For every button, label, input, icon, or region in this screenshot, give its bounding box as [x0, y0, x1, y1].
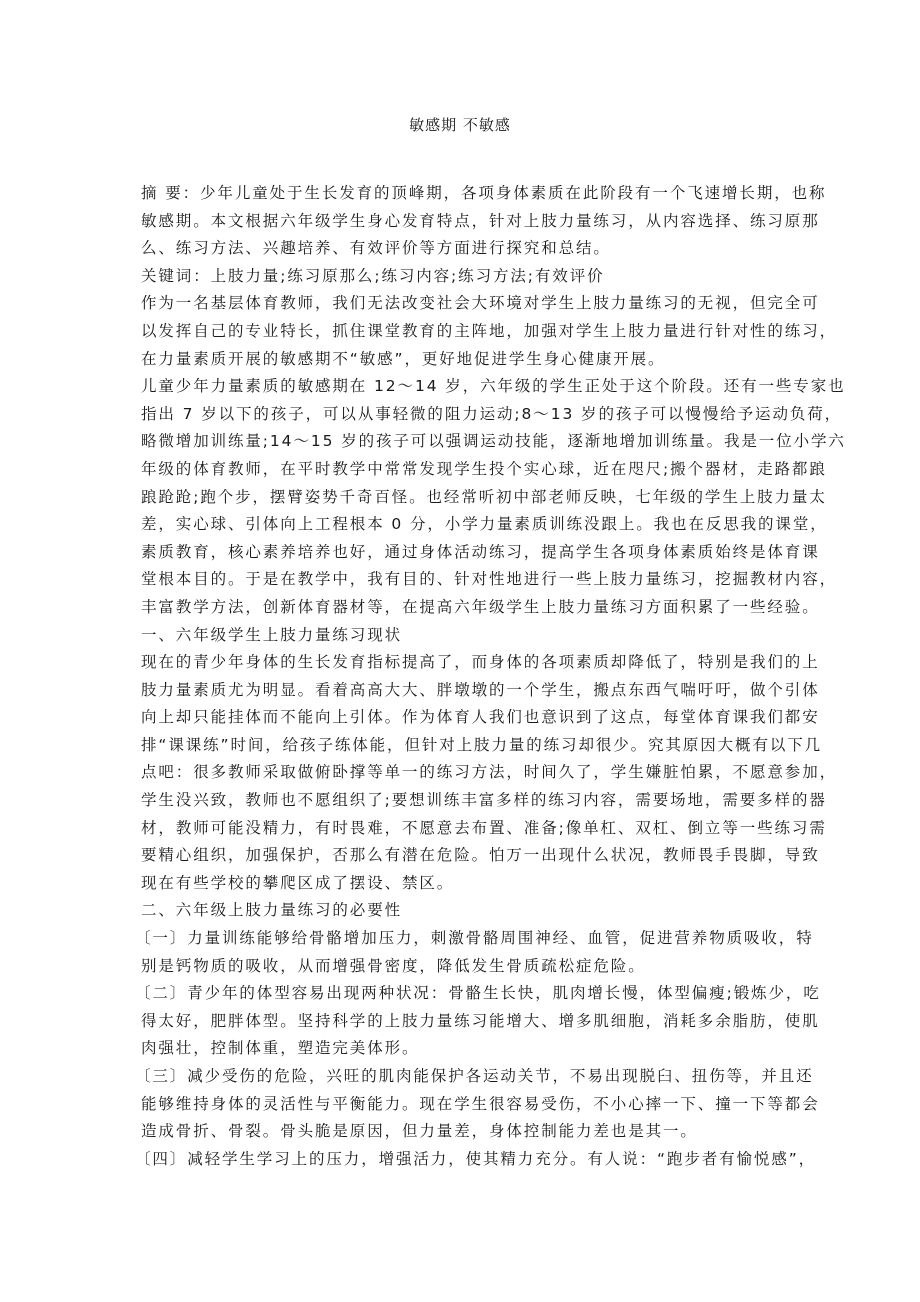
- text-line: 指出 7 岁以下的孩子，可以从事轻微的阻力运动;8～13 岁的孩子可以慢慢给予运动负荷，: [141, 404, 843, 423]
- text-line: 要精心组织，加强保护，否那么有潜在危险。怕万一出现什么状况，教师畏手畏脚，导致: [141, 846, 820, 865]
- text-line: 素质教育，核心素养培养也好，通过身体活动练习，提高学生各项身体素质始终是体育课: [141, 542, 820, 561]
- text-line: 以发挥自己的专业特长，抓住课堂教育的主阵地，加强对学生上肢力量进行针对性的练习，: [141, 321, 838, 340]
- text-line: 差，实心球、引体向上工程根本 0 分，小学力量素质训练没跟上。我也在反思我的课堂，: [141, 515, 828, 534]
- text-line: 能够维持身体的灵活性与平衡能力。现在学生很容易受伤，不小心摔一下、撞一下等都会: [141, 1094, 820, 1113]
- text-line: 作为一名基层体育教师，我们无法改变社会大环境对学生上肢力量练习的无视，但完全可: [141, 294, 820, 313]
- text-line: 〔二〕青少年的体型容易出现两种状况：骨骼生长快，肌肉增长慢，体型偏瘦;锻炼少，吃: [135, 984, 821, 1003]
- text-line: 现在有些学校的攀爬区成了摆设、禁区。: [141, 873, 455, 892]
- text-line: 儿童少年力量素质的敏感期在 12～14 岁，六年级的学生正处于这个阶段。还有一些专家也: [141, 377, 846, 396]
- text-line: 肉强壮，控制体重，塑造完美体形。: [141, 1039, 420, 1058]
- section-heading-1: 一、六年级学生上肢力量练习现状: [141, 625, 403, 644]
- text-line: 〔一〕力量训练能够给骨骼增加压力，刺激骨骼周围神经、血管，促进营养物质吸收，特: [135, 929, 814, 948]
- keywords-line: 关键词：上肢力量;练习原那么;练习内容;练习方法;有效评价: [141, 266, 605, 285]
- text-line: 点吧：很多教师采取做俯卧撑等单一的练习方法，时间久了，学生嫌脏怕累，不愿意参加，: [141, 763, 838, 782]
- text-line: 堂根本目的。于是在教学中，我有目的、针对性地进行一些上肢力量练习，挖掘教材内容，: [141, 570, 838, 589]
- text-line: 踉跄跄;跑个步，摆臂姿势千奇百怪。也经常听初中部老师反映，七年级的学生上肢力量太: [141, 487, 827, 506]
- text-line: 学生没兴致，教师也不愿组织了;要想训练丰富多样的练习内容，需要场地，需要多样的器: [141, 791, 827, 810]
- text-line: 造成骨折、骨裂。骨头脆是原因，但力量差，身体控制能力差也是其一。: [141, 1122, 698, 1141]
- text-line: 年级的体育教师，在平时教学中常常发现学生投个实心球，近在咫尺;搬个器材，走路都踉: [141, 459, 827, 478]
- text-line: 肢力量素质尤为明显。看着高高大大、胖墩墩的一个学生，搬点东西气喘吁吁，做个引体: [141, 680, 820, 699]
- text-line: 在力量素质开展的敏感期不“敏感”，更好地促进学生身心健康开展。: [141, 349, 666, 368]
- text-line: 材，教师可能没精力，有时畏难，不愿意去布置、准备;像单杠、双杠、倒立等一些练习需: [141, 818, 827, 837]
- document-title: 敏感期 不敏感: [409, 116, 511, 134]
- document-body: [135, 180, 846, 1173]
- text-line: 现在的青少年身体的生长发育指标提高了，而身体的各项素质却降低了，特别是我们的上: [141, 653, 820, 672]
- text-line: 丰富教学方法，创新体育器材等，在提高六年级学生上肢力量练习方面积累了一些经验。: [141, 597, 820, 616]
- text-line: 得太好，肥胖体型。坚持科学的上肢力量练习能增大、增多肌细胞，消耗多余脂肪，使肌: [141, 1011, 820, 1030]
- text-line: 〔四〕减轻学生学习上的压力，增强活力，使其精力充分。有人说：“跑步者有愉悦感”，: [135, 1149, 817, 1168]
- text-line: 略微增加训练量;14～15 岁的孩子可以强调运动技能，逐渐地增加训练量。我是一位小学六: [141, 432, 846, 451]
- section-heading-2: 二、六年级上肢力量练习的必要性: [141, 901, 403, 920]
- text-line: 摘 要：少年儿童处于生长发育的顶峰期，各项身体素质在此阶段有一个飞速增长期，也称: [141, 184, 827, 202]
- text-line: 排“课课练”时间，给孩子练体能，但针对上肢力量的练习却很少。究其原因大概有以下几: [141, 735, 823, 754]
- text-line: 么、练习方法、兴趣培养、有效评价等方面进行探究和总结。: [141, 239, 611, 258]
- text-line: 敏感期。本文根据六年级学生身心发育特点，针对上肢力量练习，从内容选择、练习原那: [141, 211, 820, 230]
- text-line: 〔三〕减少受伤的危险，兴旺的肌肉能保护各运动关节，不易出现脱臼、扭伤等，并且还: [135, 1067, 814, 1085]
- text-line: 向上却只能挂体而不能向上引体。作为体育人我们也意识到了这点，每堂体育课我们都安: [141, 708, 820, 727]
- text-line: 别是钙物质的吸收，从而增强骨密度，降低发生骨质疏松症危险。: [141, 956, 646, 975]
